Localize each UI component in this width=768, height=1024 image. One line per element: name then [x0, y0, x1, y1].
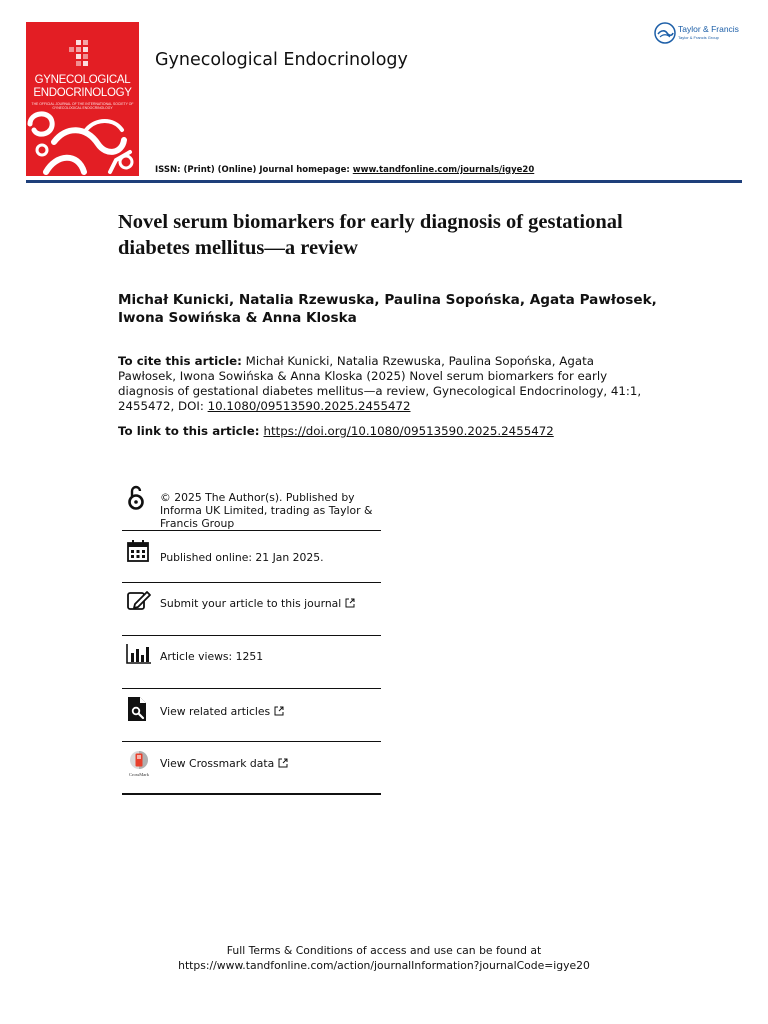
info-row-license	[122, 484, 381, 531]
external-link-icon	[274, 706, 284, 716]
journal-title: Gynecological Endocrinology	[155, 50, 408, 70]
article-doi-url[interactable]: https://doi.org/10.1080/09513590.2025.2455472	[263, 424, 554, 438]
issn-prefix: ISSN: (Print) (Online) Journal homepage:	[155, 165, 353, 175]
external-link-icon	[345, 598, 355, 608]
journal-cover	[26, 22, 139, 176]
cover-title-line2: ENDOCRINOLOGY	[33, 87, 132, 99]
article-title: Novel serum biomarkers for early diagnosis of gestational diabetes mellitus—a review	[118, 211, 623, 259]
related-articles-label: View related articles	[160, 705, 271, 718]
publisher-logo[interactable]	[654, 22, 744, 48]
citation-doi-link[interactable]: 10.1080/09513590.2025.2455472	[207, 399, 411, 413]
footer-terms-url[interactable]: https://www.tandfonline.com/action/journalInformation?journalCode=igye20	[178, 959, 590, 972]
related-articles-icon	[126, 696, 148, 722]
license-text: © 2025 The Author(s). Published by Informa UK Limited, trading as Taylor & Francis Group	[160, 491, 373, 530]
article-authors: Michał Kunicki, Natalia Rzewuska, Paulina Sopońska, Agata Pawłosek, Iwona Sowińska & Anna Kloska	[118, 292, 657, 326]
journal-homepage-link[interactable]: www.tandfonline.com/journals/igye20	[352, 165, 535, 175]
publisher-logo-icon	[654, 22, 676, 44]
issn-line	[155, 165, 534, 175]
publisher-group: Taylor & Francis Group	[678, 35, 719, 40]
edit-icon	[126, 590, 152, 612]
article-link	[118, 424, 678, 438]
citation	[118, 354, 648, 414]
info-row-views	[122, 636, 381, 689]
article-link-label: To link to this article:	[118, 424, 264, 438]
crossmark-logo-text: CrossMark	[129, 772, 149, 777]
publisher-name: Taylor & Francis	[678, 24, 739, 34]
cover-subtitle: THE OFFICIAL JOURNAL OF THE INTERNATIONAL SOCIETY OF GYNECOLOGICAL ENDOCRINOLOGY	[31, 102, 134, 110]
info-row-crossmark[interactable]	[122, 742, 381, 795]
footer-terms-line: Full Terms & Conditions of access and use can be found at	[226, 944, 542, 957]
submit-article-link[interactable]	[160, 597, 355, 610]
related-articles-link[interactable]	[160, 705, 284, 718]
crossmark-label: View Crossmark data	[160, 757, 275, 770]
header-rule	[26, 180, 742, 183]
cover-title-line1: GYNECOLOGICAL	[34, 74, 131, 86]
info-row-published	[122, 531, 381, 583]
open-access-icon	[126, 485, 146, 511]
bar-chart-icon	[126, 643, 152, 665]
citation-label: To cite this article:	[118, 354, 242, 368]
published-date: Published online: 21 Jan 2025.	[160, 551, 324, 564]
info-row-submit[interactable]	[122, 583, 381, 636]
page-footer	[0, 943, 768, 973]
citation-text: Michał Kunicki, Natalia Rzewuska, Paulina Sopońska, Agata Pawłosek, Iwona Sowińska & Anna Kloska (2025) Novel serum biomarkers for early diagnosis of gestational diabetes mellitus—a review, Gynecological Endocrinology, 41:1, 2455472, DOI:	[118, 354, 642, 413]
crossmark-link[interactable]	[160, 757, 288, 770]
calendar-icon	[126, 539, 150, 563]
article-views: Article views: 1251	[160, 650, 264, 663]
external-link-icon	[278, 758, 288, 768]
info-row-related[interactable]	[122, 689, 381, 742]
article-info-list	[122, 484, 381, 795]
cover-title	[26, 74, 139, 100]
submit-article-label: Submit your article to this journal	[160, 597, 342, 610]
